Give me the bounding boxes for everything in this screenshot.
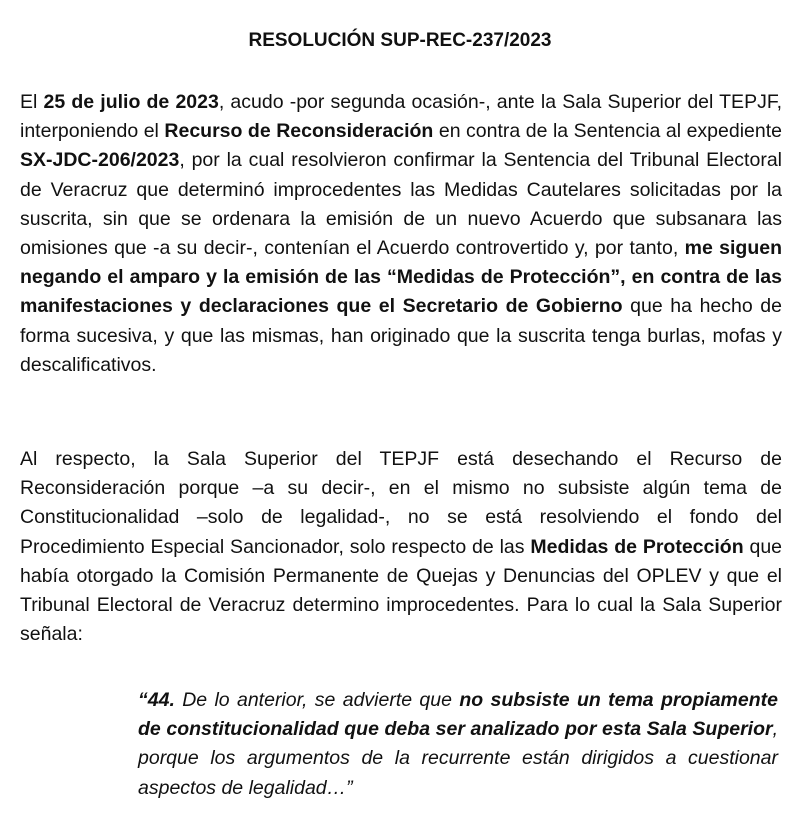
- p1-expediente: SX-JDC-206/2023: [20, 149, 180, 172]
- paragraph-2: [20, 445, 782, 649]
- p1-text-4: , por la cual resolvieron confirmar la Sentencia del Tribunal Electoral de Veracruz que determinó improcedentes las Medidas Cautelares solicitadas por la suscrita, sin que se ordenara la emisión de un nuevo Acuerdo que subsanara las omisiones que -a su decir-, contenían el Acuerdo controvertido y, por tanto,: [20, 149, 782, 260]
- quote-emphasis: no subsiste un tema propiamente de constitucionalidad que deba ser analizado por esta Sala Superior: [138, 689, 778, 741]
- quote-number: “44.: [138, 689, 175, 711]
- p1-text-5: que ha hecho de forma sucesiva, y que las mismas, han originado que la suscrita tenga burlas, mofas y descalificativos.: [20, 295, 782, 376]
- p1-date: 25 de julio de 2023: [43, 91, 219, 113]
- p1-text-2: , acudo -por segunda ocasión-, ante la Sala Superior del TEPJF, interponiendo el: [20, 91, 782, 143]
- p2-medidas: Medidas de Protección: [530, 535, 744, 558]
- quote-text-2: , porque los argumentos de la recurrente están dirigidos a cuestionar aspectos de legalidad…”: [138, 718, 778, 799]
- p1-emphasis: me siguen negando el amparo y la emisión de las “Medidas de Protección”, en contra de las manifestaciones y declaraciones que el Secretario de Gobierno: [20, 237, 782, 318]
- block-quote: [138, 686, 778, 803]
- paragraph-1: [20, 88, 782, 380]
- p1-text-1: El: [20, 91, 44, 113]
- p2-text-2: que había otorgado la Comisión Permanente de Quejas y Denuncias del OPLEV y que el Tribunal Electoral de Veracruz determino improcedentes. Para lo cual la Sala Superior señala:: [20, 535, 783, 646]
- p1-text-3: en contra de la Sentencia al expediente: [433, 120, 782, 143]
- p1-recurso: Recurso de Reconsideración: [164, 120, 434, 143]
- p2-text-1: Al respecto, la Sala Superior del TEPJF está desechando el Recurso de Reconsideración porque –a su decir-, en el mismo no subsiste algún tema de Constitucionalidad –solo de legalidad-, no se está resolviendo el fondo del Procedimiento Especial Sancionador, solo respecto de las: [20, 448, 782, 558]
- quote-text-1: De lo anterior, se advierte que: [174, 689, 460, 711]
- document-title: RESOLUCIÓN SUP-REC-237/2023: [248, 30, 552, 51]
